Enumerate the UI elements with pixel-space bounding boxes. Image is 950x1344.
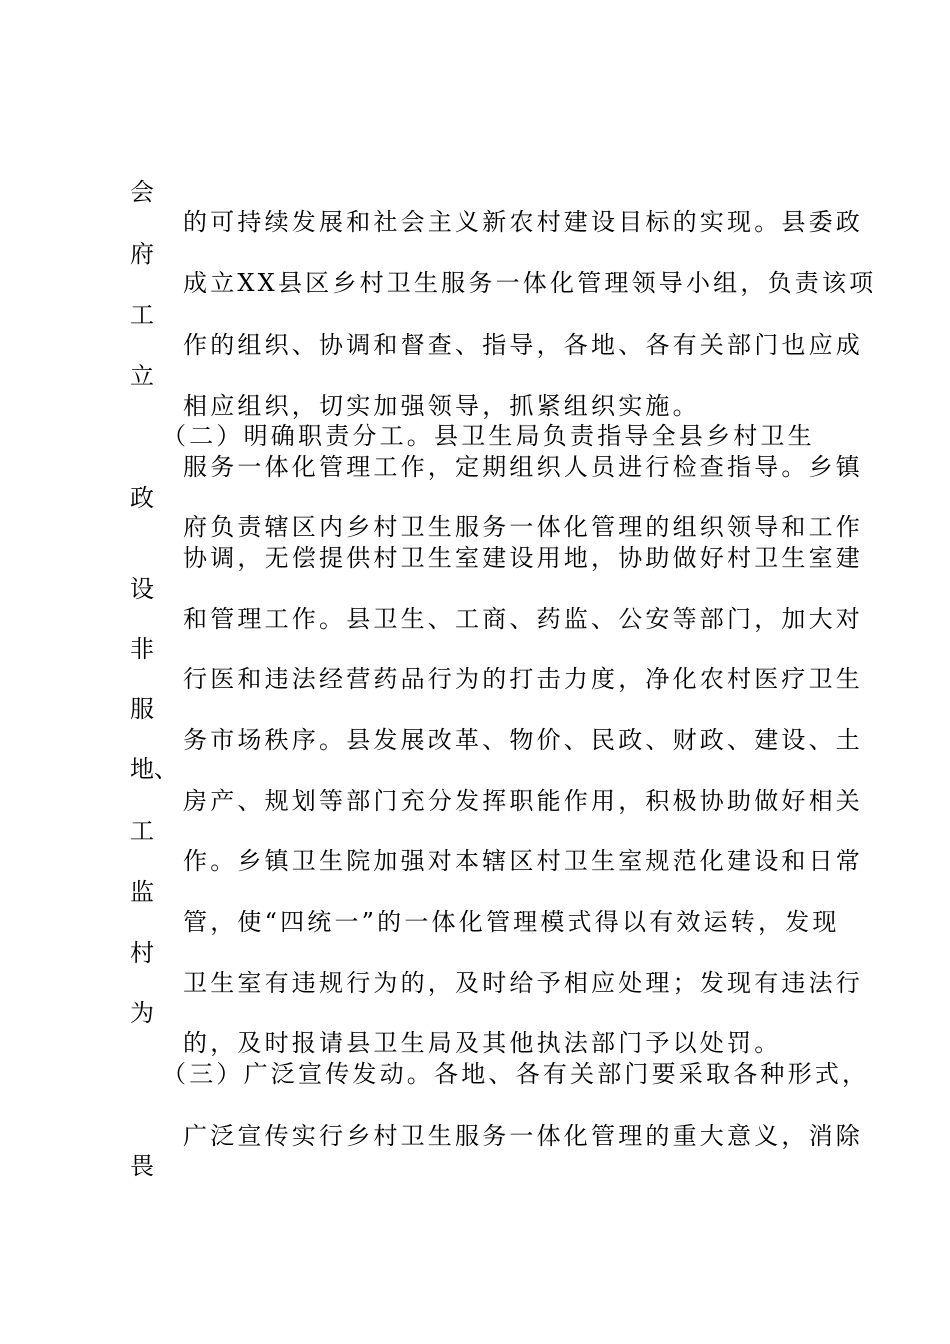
body-line: 务市场秩序。县发展改革、物价、民政、财政、建设、土 bbox=[183, 726, 863, 754]
body-line: 成立XX县区乡村卫生服务一体化管理领导小组，负责该项 bbox=[183, 269, 877, 297]
margin-char: 工 bbox=[130, 301, 154, 329]
margin-char: 地、 bbox=[130, 755, 178, 783]
body-line: 广泛宣传实行乡村卫生服务一体化管理的重大意义，消除 bbox=[183, 1122, 863, 1150]
margin-char: 为 bbox=[130, 999, 154, 1027]
margin-char: 监 bbox=[130, 878, 154, 906]
paragraph-heading-2: （二）明确职责分工。县卫生局负责指导全县乡村卫生 bbox=[162, 422, 815, 450]
margin-char: 府 bbox=[130, 240, 154, 268]
body-line: 卫生室有违规行为的，及时给予相应处理；发现有违法行 bbox=[183, 969, 863, 997]
paragraph-heading-3: （三）广泛宣传发动。各地、各有关部门要采取各种形式， bbox=[162, 1060, 870, 1088]
margin-char: 畏 bbox=[130, 1152, 154, 1180]
margin-char: 设 bbox=[130, 575, 154, 603]
body-line: 行医和违法经营药品行为的打击力度，净化农村医疗卫生 bbox=[183, 665, 863, 693]
margin-char: 会 bbox=[130, 178, 154, 206]
margin-char: 村 bbox=[130, 939, 154, 967]
body-line: 府负责辖区内乡村卫生服务一体化管理的组织领导和工作 bbox=[183, 513, 863, 541]
body-line: 的可持续发展和社会主义新农村建设目标的实现。县委政 bbox=[183, 208, 863, 236]
body-line: 作。乡镇卫生院加强对本辖区村卫生室规范化建设和日常 bbox=[183, 847, 863, 875]
margin-char: 服 bbox=[130, 695, 154, 723]
body-line: 相应组织，切实加强领导，抓紧组织实施。 bbox=[183, 392, 700, 420]
body-line: 作的组织、协调和督查、指导，各地、各有关部门也应成 bbox=[183, 331, 863, 359]
margin-char: 政 bbox=[130, 484, 154, 512]
body-line: 协调，无偿提供村卫生室建设用地，协助做好村卫生室建 bbox=[183, 544, 863, 572]
margin-char: 非 bbox=[130, 635, 154, 663]
body-line: 管，使“四统一”的一体化管理模式得以有效运转，发现 bbox=[183, 908, 840, 936]
body-line: 房产、规划等部门充分发挥职能作用，积极协助做好相关 bbox=[183, 787, 863, 815]
body-line: 的，及时报请县卫生局及其他执法部门予以处罚。 bbox=[183, 1029, 782, 1057]
margin-char: 工 bbox=[130, 817, 154, 845]
margin-char: 立 bbox=[130, 362, 154, 390]
body-line: 服务一体化管理工作，定期组织人员进行检查指导。乡镇 bbox=[183, 453, 863, 481]
body-line: 和管理工作。县卫生、工商、药监、公安等部门，加大对 bbox=[183, 605, 863, 633]
